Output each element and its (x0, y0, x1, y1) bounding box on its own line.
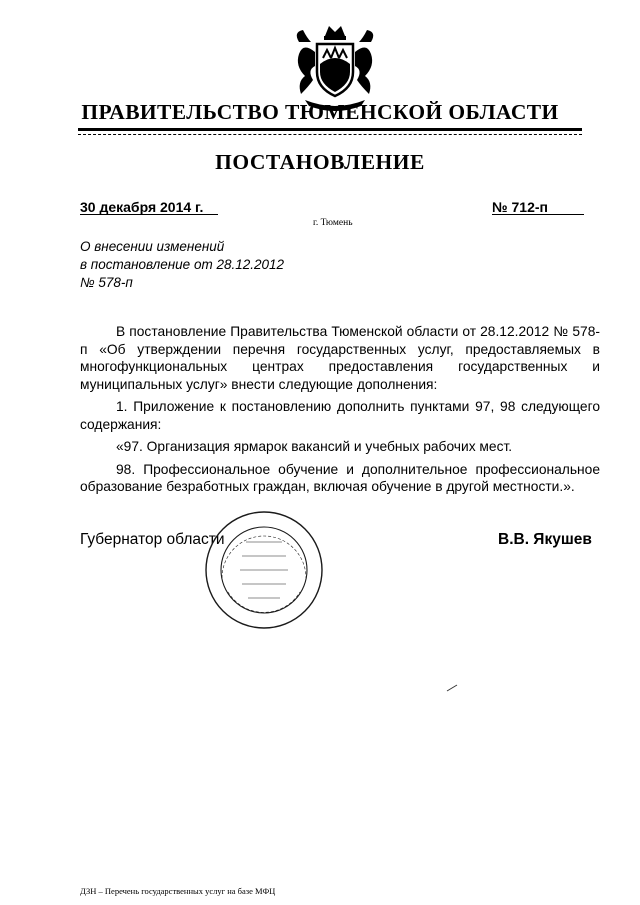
coat-of-arms-icon (287, 22, 383, 112)
signatory-title: Губернатор области (80, 531, 225, 548)
subject-line: № 578-п (80, 275, 133, 290)
number-underline (492, 214, 584, 215)
document-type-heading: ПОСТАНОВЛЕНИЕ (215, 150, 425, 174)
signatory-name: В.В. Якушев (498, 531, 592, 548)
subject-line: в постановление от 28.12.2012 (80, 257, 285, 272)
header-rule-thick (78, 128, 582, 131)
subject-line: О внесении изменений (80, 239, 225, 254)
body-paragraph: В постановление Правительства Тюменской области от 28.12.2012 № 578-п «Об утверждении перечня государственных услуг, предоставляемых в многофункциональных центрах предоставления государственных и муниципальных услуг» внести следующие дополнения: (80, 324, 600, 392)
document-subject (80, 238, 284, 292)
date-underline (80, 214, 218, 215)
document-city: г. Тюмень (313, 218, 353, 228)
government-title: ПРАВИТЕЛЬСТВО ТЮМЕНСКОЙ ОБЛАСТИ (81, 100, 559, 124)
header-rule-thin (78, 134, 582, 135)
official-stamp (202, 508, 326, 632)
body-paragraph: 1. Приложение к постановлению дополнить пунктами 97, 98 следующего содержания: (80, 399, 600, 432)
document-footer: ДЗН – Перечень государственных услуг на базе МФЦ (80, 886, 276, 896)
document-body (80, 323, 600, 501)
body-paragraph: «97. Организация ярмарок вакансий и учебных рабочих мест. (116, 439, 513, 454)
pen-mark (446, 684, 458, 692)
document-number: № 712-п (492, 199, 548, 215)
document-date: 30 декабря 2014 г. (80, 199, 204, 215)
body-paragraph: 98. Профессиональное обучение и дополнительное профессиональное образование безработных граждан, включая обучение в другой местности.». (80, 461, 600, 494)
